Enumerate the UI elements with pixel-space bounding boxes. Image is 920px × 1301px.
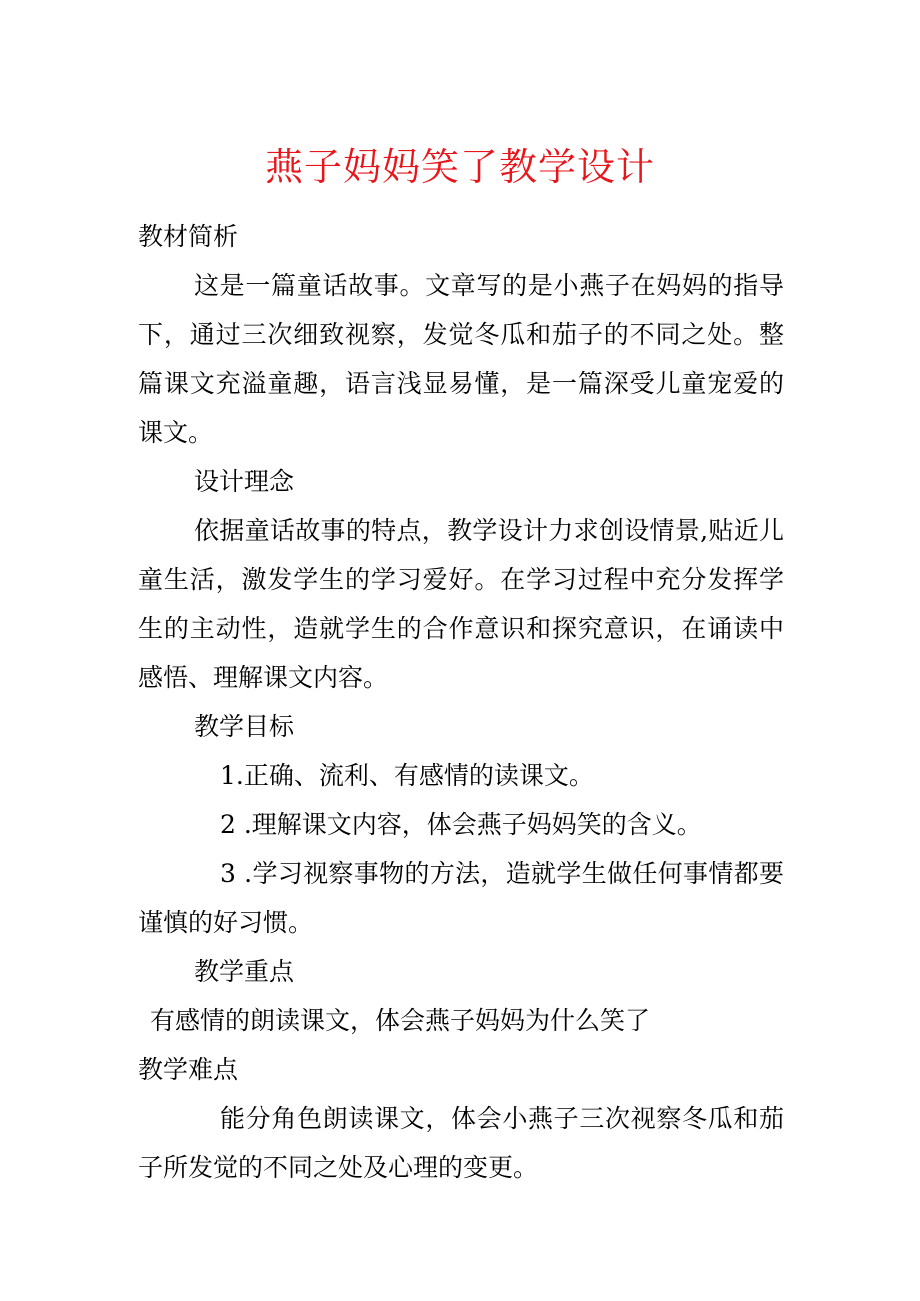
heading-text: 设计理念 xyxy=(194,467,295,496)
paragraph-text: 依据童话故事的特点，教学设计力求创设情景,贴近儿童生活，激发学生的学习爱好。在学习过程中充分发挥学生的主动性，造就学生的合作意识和探究意识，在诵读中感悟、理解课文内容。 xyxy=(138,516,784,692)
heading-text: 教学目标 xyxy=(194,712,295,741)
heading-text: 教学重点 xyxy=(194,957,295,986)
concept-paragraph xyxy=(138,506,784,702)
section-material-heading xyxy=(138,212,784,261)
list-item: 2 .理解课文内容，体会燕子妈妈笑的含义。 xyxy=(220,810,702,839)
list-item: 1.正确、流利、有感情的读课文。 xyxy=(220,761,594,790)
list-item: 3 .学习视察事物的方法，造就学生做任何事情都要谨慎的好习惯。 xyxy=(138,859,784,937)
key-paragraph xyxy=(138,996,784,1045)
goal-item-3 xyxy=(138,849,784,947)
section-difficulty-heading xyxy=(138,1045,784,1094)
paragraph-text: 能分角色朗读课文，体会小燕子三次视察冬瓜和茄子所发觉的不同之处及心理的变更。 xyxy=(138,1104,784,1182)
goal-item-2 xyxy=(138,800,784,849)
heading-text: 教学难点 xyxy=(138,1055,239,1084)
document-title: 燕子妈妈笑了教学设计 xyxy=(264,145,655,189)
heading-text: 教材简析 xyxy=(138,222,239,251)
section-key-heading xyxy=(138,947,784,996)
section-goals-heading xyxy=(138,702,784,751)
material-paragraph xyxy=(138,261,784,457)
paragraph-text: 有感情的朗读课文，体会燕子妈妈为什么笑了 xyxy=(150,1006,651,1035)
section-concept-heading xyxy=(138,457,784,506)
goal-item-1 xyxy=(138,751,784,800)
paragraph-text: 这是一篇童话故事。文章写的是小燕子在妈妈的指导下，通过三次细致视察，发觉冬瓜和茄子的不同之处。整篇课文充溢童趣，语言浅显易懂，是一篇深受儿童宠爱的课文。 xyxy=(138,271,784,447)
difficulty-paragraph xyxy=(138,1094,784,1192)
